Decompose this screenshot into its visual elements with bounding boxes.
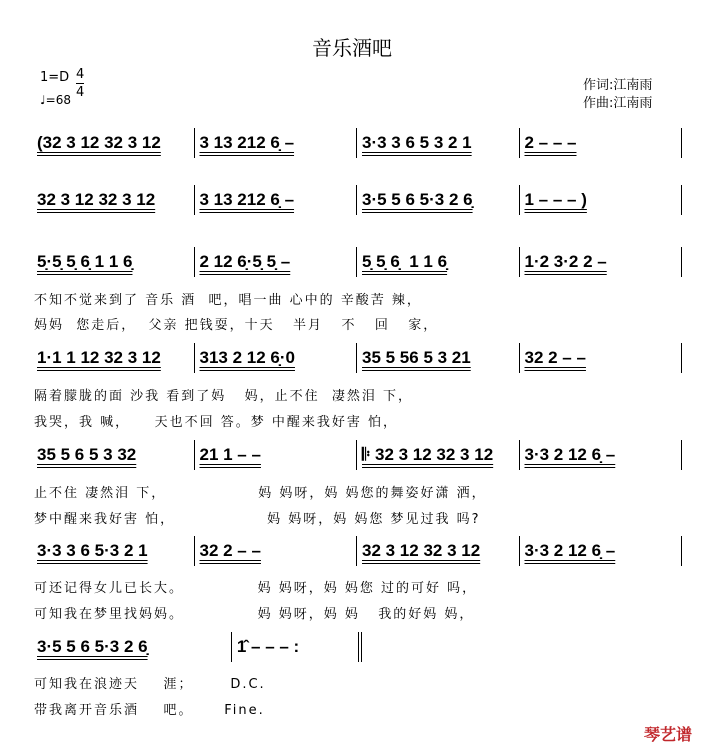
measure: 5̣·5̣ 5̣ 6̣ 1 1 6̣: [32, 247, 195, 277]
key-signature: 1=D: [40, 70, 70, 85]
measure: 𝄆 32 3 12 32 3 12: [357, 440, 520, 470]
lyricist-credit: 作词:江南雨: [583, 78, 653, 93]
watermark-logo: 琴艺谱: [643, 725, 692, 744]
measure: 2 – – –: [520, 128, 683, 158]
lyric-line: 隔着朦胧的面 沙我 看到了妈 妈，止不住 凄然泪 下，: [34, 389, 414, 404]
measure: 1·1 1 12 32 3 12: [32, 343, 195, 373]
time-signature-top: 4: [76, 67, 85, 82]
measure: 32 3 12 32 3 12: [32, 185, 195, 215]
measure: 3·3 3 6 5·3 2 1: [32, 536, 195, 566]
measure: 21 1 – –: [195, 440, 358, 470]
notation-row: [32, 440, 682, 470]
page-title: 音乐酒吧: [312, 36, 392, 60]
notation-row: [32, 247, 682, 277]
measure: 3·5 5 6 5·3 2 6̣: [357, 185, 520, 215]
measure: 1 – – – ): [520, 185, 683, 215]
measure: 3 13 212 6̣ –: [195, 185, 358, 215]
measure: 1̂ – – – :: [232, 632, 362, 662]
composer-credit: 作曲:江南雨: [583, 96, 653, 111]
lyric-line: 带我离开音乐酒 吧。 Fine.: [34, 703, 265, 718]
measure: 2 12 6̣·5̣ 5̣ –: [195, 247, 358, 277]
lyric-line: 梦中醒来我好害 怕， 妈 妈呀，妈 妈您 梦见过我 吗?: [34, 512, 481, 527]
lyric-line: 不知不觉来到了 音乐 酒 吧，唱一曲 心中的 辛酸苦 辣，: [34, 293, 422, 308]
tempo-marking: ♩=68: [40, 93, 71, 107]
time-signature-bottom: 4: [76, 85, 85, 100]
notation-row: [32, 536, 682, 566]
measure: 3·5 5 6 5·3 2 6̣: [32, 632, 232, 662]
measure: 3·3 2 12 6̣ –: [520, 440, 683, 470]
measure: 32 3 12 32 3 12: [357, 536, 520, 566]
measure: 1·2 3·2 2 –: [520, 247, 683, 277]
lyric-line: 可知我在梦里找妈妈。 妈 妈呀，妈 妈 我的好妈 妈，: [34, 607, 475, 622]
measure: (32 3 12 32 3 12: [32, 128, 195, 158]
notation-row: [32, 632, 362, 662]
measure: 32 2 – –: [520, 343, 683, 373]
measure: 5̣ 5̣ 6̣ 1 1 6̣: [357, 247, 520, 277]
measure: 313 2 12 6̣·0: [195, 343, 358, 373]
notation-row: [32, 128, 682, 158]
measure: 35 5 6 5 3 32: [32, 440, 195, 470]
lyric-line: 可还记得女儿已长大。 妈 妈呀，妈 妈您 过的可好 吗，: [34, 581, 478, 596]
lyric-line: 妈妈 您走后， 父亲 把钱耍，十天 半月 不 回 家，: [34, 318, 439, 333]
time-signature: [76, 66, 84, 101]
measure: 32 2 – –: [195, 536, 358, 566]
lyric-line: 止不住 凄然泪 下， 妈 妈呀，妈 妈您的舞姿好潇 洒，: [34, 486, 487, 501]
lyric-line: 可知我在浪迹天 涯； D.C.: [34, 677, 266, 692]
measure: 3·3 3 6 5 3 2 1: [357, 128, 520, 158]
measure: 35 5 56 5 3 21: [357, 343, 520, 373]
measure: 3 13 212 6̣ –: [195, 128, 358, 158]
notation-row: [32, 343, 682, 373]
measure: 3·3 2 12 6̣ –: [520, 536, 683, 566]
notation-row: [32, 185, 682, 215]
lyric-line: 我哭，我 喊， 天也不回 答。梦 中醒来我好害 怕，: [34, 415, 399, 430]
